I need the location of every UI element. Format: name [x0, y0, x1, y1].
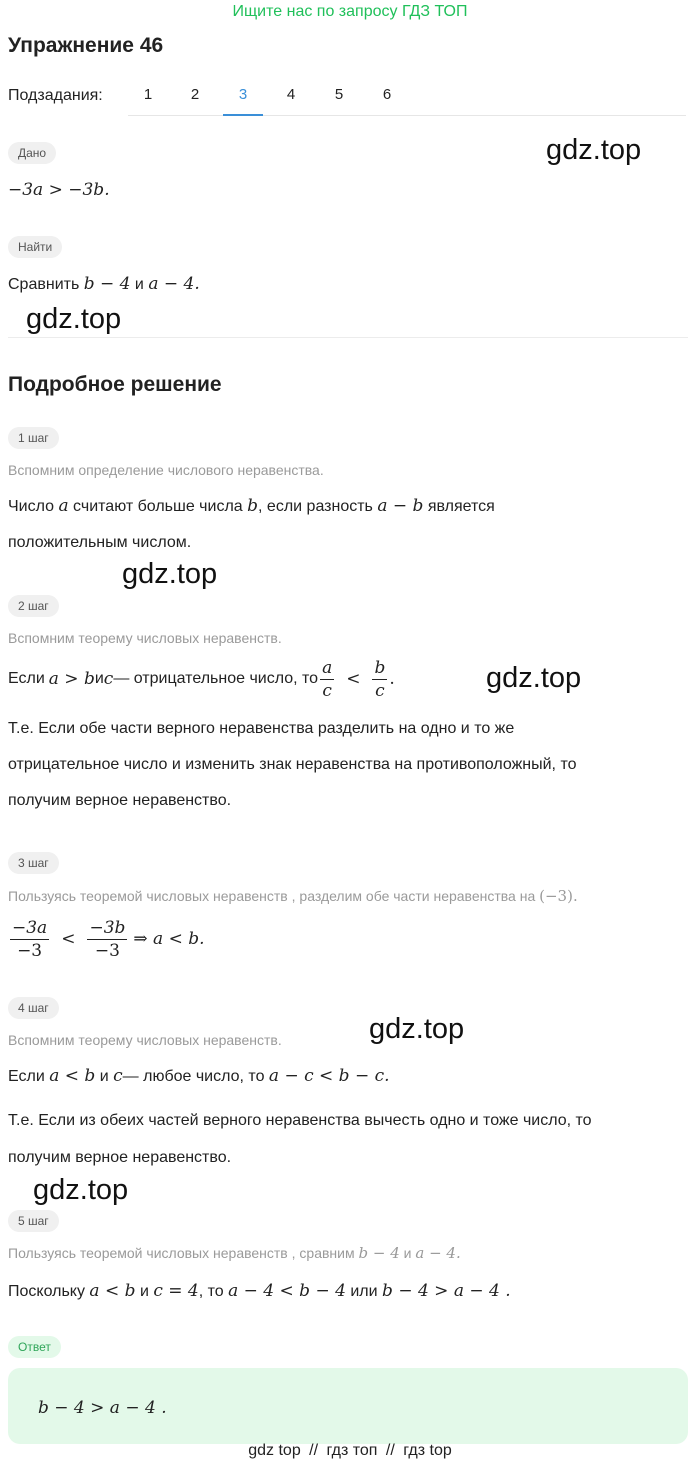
answer-expression: b − 4 > a − 4 .: [38, 1398, 167, 1418]
promo-banner[interactable]: Ищите нас по запросу ГДЗ ТОП: [232, 3, 468, 20]
section-divider: [8, 337, 688, 338]
tab-subtask-4[interactable]: 4: [286, 86, 296, 103]
step-1-badge: 1 шаг: [8, 427, 59, 449]
subtask-tabs: [128, 80, 686, 116]
step-2-fraction-1: [320, 657, 334, 702]
step-5-hint-expr: b − 4: [358, 1244, 400, 1262]
step-3-fraction-1: [10, 917, 49, 962]
step-3-fraction-2: [87, 917, 127, 962]
step-5-hint-text: и: [399, 1245, 416, 1261]
step-4-var-c: c: [113, 1066, 123, 1086]
step-1-text: Число: [8, 498, 59, 515]
step-4-rule: [8, 1066, 390, 1086]
step-5-inequality: a − 4 < b − 4: [228, 1281, 346, 1301]
fraction-numerator: b: [374, 657, 386, 678]
fraction-numerator: −3a: [12, 917, 48, 938]
step-2-badge: 2 шаг: [8, 595, 59, 617]
step-3-computation: [8, 913, 205, 965]
answer-badge: Ответ: [8, 1336, 61, 1358]
tab-subtask-6[interactable]: 6: [382, 86, 392, 103]
step-4-text: Если: [8, 1068, 50, 1085]
answer-box: [8, 1368, 688, 1444]
step-1-hint: Вспомним определение числового неравенства.: [8, 462, 324, 478]
step-3-result: ⇒ a < b.: [133, 929, 205, 949]
step-5-badge: 5 шаг: [8, 1210, 59, 1232]
step-1-text: , если разность: [258, 498, 378, 515]
solution-title: Подробное решение: [8, 373, 222, 396]
step-5-hint-expr: a − 4.: [415, 1244, 461, 1262]
step-4-hint: Вспомним теорему числовых неравенств.: [8, 1032, 282, 1048]
step-1-line-1: [8, 496, 495, 516]
step-1-line-2: положительным числом.: [8, 534, 192, 551]
step-4-text: — любое число, то: [122, 1068, 269, 1085]
step-4-text: и: [95, 1068, 114, 1085]
step-3-relation: <: [61, 929, 76, 949]
given-expression: −3a > −3b.: [8, 180, 110, 200]
step-5-hint: [8, 1244, 461, 1262]
step-2-text: Если: [8, 670, 45, 687]
watermark: gdz.top: [546, 134, 642, 166]
find-expr-2: a − 4.: [148, 274, 200, 294]
step-5-conclusion: [8, 1281, 511, 1301]
find-joiner: и: [130, 276, 149, 293]
watermark: gdz.top: [122, 558, 218, 590]
step-4-badge: 4 шаг: [8, 997, 59, 1019]
step-5-hint-text: Пользуясь теоремой числовых неравенств , сравним: [8, 1245, 359, 1261]
step-2-relation: <: [346, 669, 361, 689]
footer-link-gdz-top-ru[interactable]: гдз топ: [326, 1442, 378, 1459]
step-2-period: .: [389, 669, 395, 689]
step-3-badge: 3 шаг: [8, 852, 59, 874]
tab-subtask-5[interactable]: 5: [334, 86, 344, 103]
step-2-text: — отрицательное число, то: [113, 670, 319, 687]
step-2-expl-line-2: отрицательное число и изменить знак неравенства на противоположный, то: [8, 756, 577, 773]
step-5-text: , то: [198, 1283, 229, 1300]
find-expr-1: b − 4: [83, 274, 131, 294]
step-3-hint: [8, 887, 578, 905]
fraction-numerator: a: [322, 657, 333, 678]
step-5-result: b − 4 > a − 4 .: [382, 1281, 511, 1301]
subtasks-label: Подзадания:: [8, 87, 103, 104]
fraction-numerator: −3b: [89, 917, 126, 938]
footer-separator: //: [309, 1442, 319, 1459]
step-5-inequality: a < b: [89, 1281, 136, 1301]
step-2-inequality: a > b: [48, 669, 95, 689]
tab-subtask-3[interactable]: 3: [223, 80, 263, 116]
tab-subtask-2[interactable]: 2: [190, 86, 200, 103]
fraction-denominator: c: [375, 680, 385, 701]
step-3-hint-text: Пользуясь теоремой числовых неравенств , разделим обе части неравенства на: [8, 888, 540, 904]
watermark: gdz.top: [369, 1013, 465, 1045]
step-5-text: или: [345, 1283, 383, 1300]
tab-subtask-1[interactable]: 1: [143, 86, 153, 103]
step-4-inequality: a < b: [49, 1066, 96, 1086]
footer-link-gdz-top-mixed[interactable]: гдз top: [403, 1442, 452, 1459]
fraction-denominator: −3: [94, 940, 120, 961]
given-badge: Дано: [8, 142, 56, 164]
step-2-hint: Вспомним теорему числовых неравенств.: [8, 630, 282, 646]
find-statement: [8, 274, 200, 294]
watermark: gdz.top: [33, 1174, 129, 1206]
step-1-var-b: b: [247, 496, 259, 516]
step-2-var-c: c: [103, 669, 114, 689]
step-1-text: является: [423, 498, 495, 515]
footer-link-gdz-top[interactable]: gdz top: [248, 1442, 301, 1459]
step-2-text: и: [94, 670, 104, 687]
find-badge: Найти: [8, 236, 62, 258]
page-title: Упражнение 46: [8, 34, 164, 57]
footer-links: [0, 1442, 700, 1460]
watermark: gdz.top: [486, 662, 582, 694]
step-4-expl-line-2: получим верное неравенство.: [8, 1149, 232, 1166]
step-1-difference: a − b: [377, 496, 424, 516]
step-1-var-a: a: [58, 496, 69, 516]
step-2-expl-line-1: Т.е. Если обе части верного неравенства разделить на одно и то же: [8, 720, 515, 737]
step-5-value: c = 4: [153, 1281, 199, 1301]
step-2-rule: [8, 654, 395, 704]
footer-separator: //: [385, 1442, 395, 1459]
step-1-text: считают больше числа: [68, 498, 248, 515]
find-prefix: Сравнить: [8, 276, 84, 293]
step-5-text: Поскольку: [8, 1283, 90, 1300]
step-4-expl-line-1: Т.е. Если из обеих частей верного неравенства вычесть одно и тоже число, то: [8, 1112, 592, 1129]
step-3-divisor: (−3).: [539, 887, 578, 905]
step-2-expl-line-3: получим верное неравенство.: [8, 792, 232, 809]
fraction-denominator: c: [322, 680, 332, 701]
step-2-fraction-2: [372, 657, 387, 702]
fraction-denominator: −3: [17, 940, 43, 961]
step-4-result: a − c < b − c.: [268, 1066, 390, 1086]
watermark: gdz.top: [26, 303, 122, 335]
step-5-text: и: [135, 1283, 154, 1300]
